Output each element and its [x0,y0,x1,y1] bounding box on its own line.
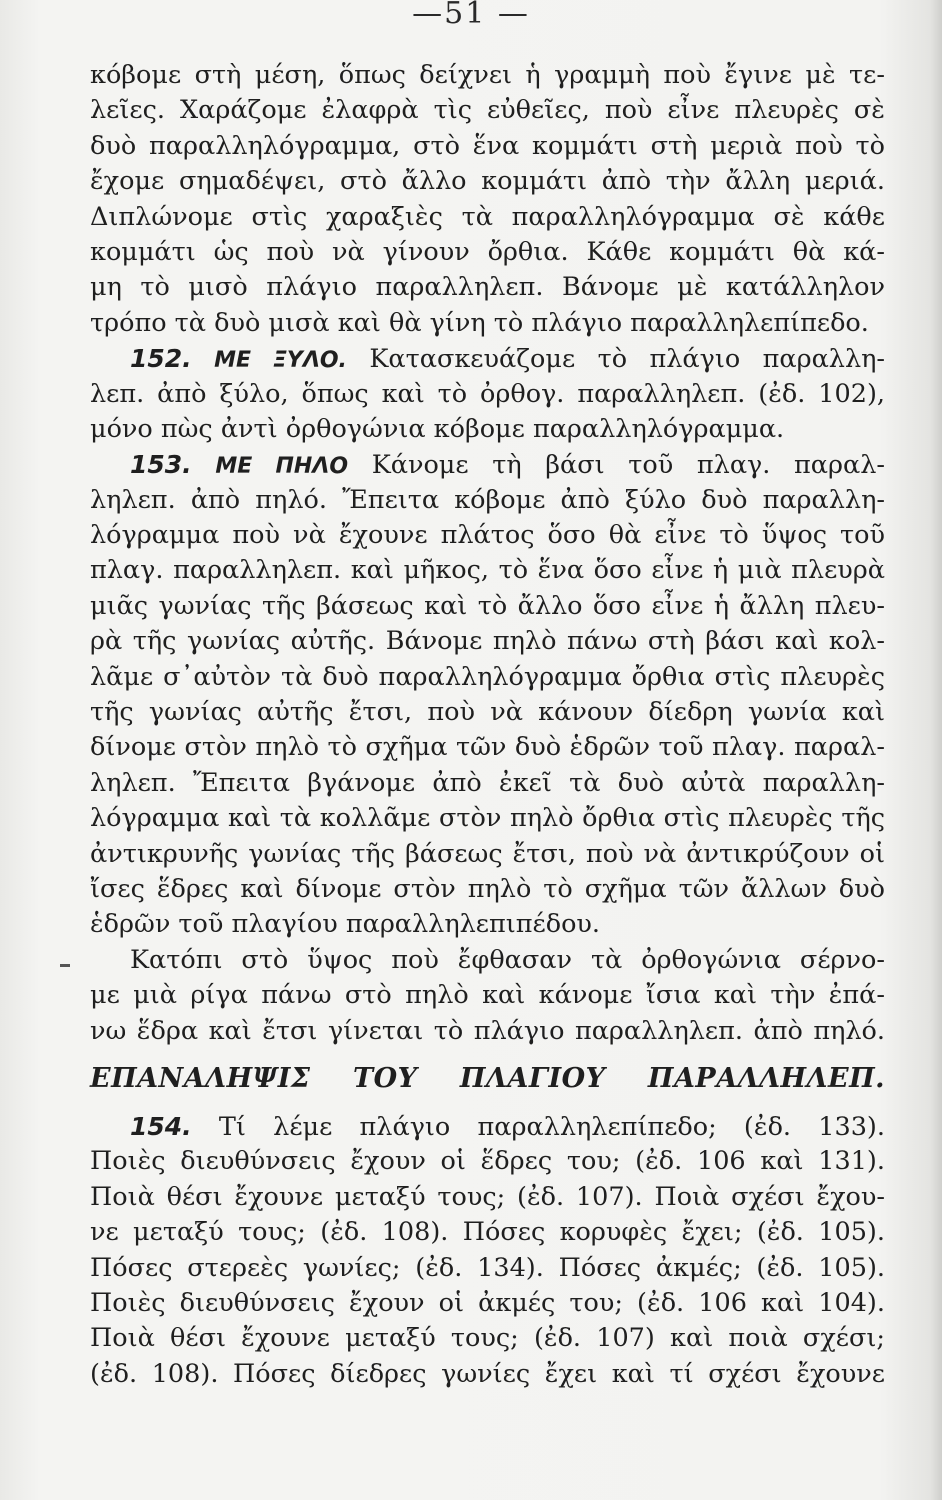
text-line: μη τὸ μισὸ πλάγιο παραλληλεπ. Βάνομε μὲ κατάλληλον [90,272,885,303]
text-line: δυὸ παραλληλόγραμμα, στὸ ἕνα κομμάτι στὴ μεριὰ ποὺ τὸ [90,130,885,161]
section-heading: ΜΕ ΞΥΛΟ. [214,348,347,374]
text-line: Ποιὰ θέσι ἔχουνε μεταξύ τους; (ἐδ. 107). Ποιὰ σχέσι ἔχου- [90,1181,885,1212]
text-line: ληλεπ. ἀπὸ πηλό. Ἔπειτα κόβομε ἀπὸ ξύλο δυὸ παραλλη- [90,484,885,515]
section-number: 153. [130,450,192,480]
section-number: 154. [130,1111,192,1141]
page-number: —51 — [412,0,530,31]
text-line: δίνομε στὸν πηλὸ τὸ σχῆμα τῶν δυὸ ἑδρῶν τοῦ πλαγ. παραλ- [90,732,885,763]
section-text: Κάνομε τὴ βάσι τοῦ πλαγ. παραλ- [371,450,885,481]
text-line: Ποιὲς διευθύνσεις ἔχουν οἱ ἕδρες του; (ἐδ. 106 καὶ 131). [90,1146,885,1177]
text-line: νε μεταξύ τους; (ἐδ. 108). Πόσες κορυφὲς ἔχει; (ἐδ. 105). [90,1217,885,1248]
section-number: 152. [130,344,192,374]
text-line: τρόπο τὰ δυὸ μισὰ καὶ θὰ γίνη τὸ πλάγιο παραλληλεπίπεδο. [90,307,869,338]
text-line: ληλεπ. Ἔπειτα βγάνομε ἀπὸ ἐκεῖ τὰ δυὸ αὐτὰ παραλλη- [90,767,885,798]
section-first-line [90,447,885,482]
paragraph [90,943,885,1049]
text-line: ρὰ τῆς γωνίας αὐτῆς. Βάνομε πηλὸ πάνω στὴ βάσι καὶ κολ- [90,626,885,657]
text-line: Διπλώνομε στὶς χαραξιὲς τὰ παραλληλόγραμμα σὲ κάθε [90,201,885,232]
text-line: Ποιὲς διευθύνσεις ἔχουν οἱ ἀκμές του; (ἐδ. 106 καὶ 104). [90,1287,885,1318]
text-line: ἀντικρυνῆς γωνίας τῆς βάσεως ἔτσι, ποὺ νὰ ἀντικρύζουν οἱ [90,838,885,869]
text-line: λᾶμε σ᾽αὐτὸν τὰ δυὸ παραλληλόγραμμα ὄρθια στὶς πλευρὲς [90,661,885,692]
margin-mark [60,964,70,967]
text-line: λόγραμμα ποὺ νὰ ἔχουνε πλάτος ὅσο θὰ εἶνε τὸ ὕψος τοῦ [90,520,885,551]
page-text [90,58,885,1392]
text-line: ἴσες ἕδρες καὶ δίνομε στὸν πηλὸ τὸ σχῆμα τῶν ἄλλων δυὸ [90,873,885,904]
text-line: μιᾶς γωνίας τῆς βάσεως καὶ τὸ ἄλλο ὅσο εἶνε ἡ ἄλλη πλευ- [90,590,885,621]
text-line: ἔχομε σημαδέψει, στὸ ἄλλο κομμάτι ἀπὸ τὴν ἄλλη μεριά. [90,166,885,197]
review-heading: ΕΠΑΝΑΛΗΨΙΣ ΤΟΥ ΠΛΑΓΙΟΥ ΠΑΡΑΛΛΗΛΕΠ. [90,1062,885,1094]
section-text: Κατασκευάζομε τὸ πλάγιο παραλλη- [369,344,885,375]
text-line: με μιὰ ρίγα πάνω στὸ πηλὸ καὶ κάνομε ἴσια καὶ τὴν ἐπά- [90,980,885,1011]
section-152 [90,341,885,447]
text-line: νω ἕδρα καὶ ἔτσι γίνεται τὸ πλάγιο παραλληλεπ. ἀπὸ πηλό. [90,1015,885,1046]
text-line: μόνο πὼς ἀντὶ ὀρθογώνια κόβομε παραλληλόγραμμα. [90,413,785,444]
text-line: ἑδρῶν τοῦ πλαγίου παραλληλεπιπέδου. [90,909,601,940]
text-line: κομμάτι ὡς ποὺ νὰ γίνουν ὄρθια. Κάθε κομμάτι θὰ κά- [90,236,885,267]
text-line: (ἐδ. 108). Πόσες δίεδρες γωνίες ἔχει καὶ τί σχέσι ἔχουνε [90,1358,885,1389]
section-text: Τί λέμε πλάγιο παραλληλεπίπεδο; (ἐδ. 133). [218,1111,885,1142]
text-line: Ποιὰ θέσι ἔχουνε μεταξύ τους; (ἐδ. 107) καὶ ποιὰ σχέσι; [90,1323,885,1354]
section-154 [90,1109,885,1392]
section-first-line [90,341,885,376]
text-line: λεῖες. Χαράζομε ἐλαφρὰ τὶς εὐθεῖες, ποὺ εἶνε πλευρὲς σὲ [90,95,885,126]
section-153 [90,447,885,942]
paragraph-continuation [90,58,885,341]
text-line: Πόσες στερεὲς γωνίες; (ἐδ. 134). Πόσες ἀκμές; (ἐδ. 105). [90,1252,885,1283]
section-first-line [90,1109,885,1144]
text-line: πλαγ. παραλληλεπ. καὶ μῆκος, τὸ ἕνα ὅσο εἶνε ἡ μιὰ πλευρὰ [90,555,885,586]
text-line: λεπ. ἀπὸ ξύλο, ὅπως καὶ τὸ ὀρθογ. παραλληλεπ. (ἐδ. 102), [90,378,885,409]
text-line: λόγραμμα καὶ τὰ κολλᾶμε στὸν πηλὸ ὄρθια στὶς πλευρὲς τῆς [90,803,885,834]
text-line: κόβομε στὴ μέση, ὅπως δείχνει ἡ γραμμὴ ποὺ ἔγινε μὲ τε- [90,60,885,90]
text-line: τῆς γωνίας αὐτῆς ἔτσι, ποὺ νὰ κάνουν δίεδρη γωνία καὶ [90,697,885,728]
text-line: Κατόπι στὸ ὕψος ποὺ ἔφθασαν τὰ ὀρθογώνια σέρνο- [130,944,885,975]
section-heading: ΜΕ ΠΗΛΟ [215,454,349,480]
